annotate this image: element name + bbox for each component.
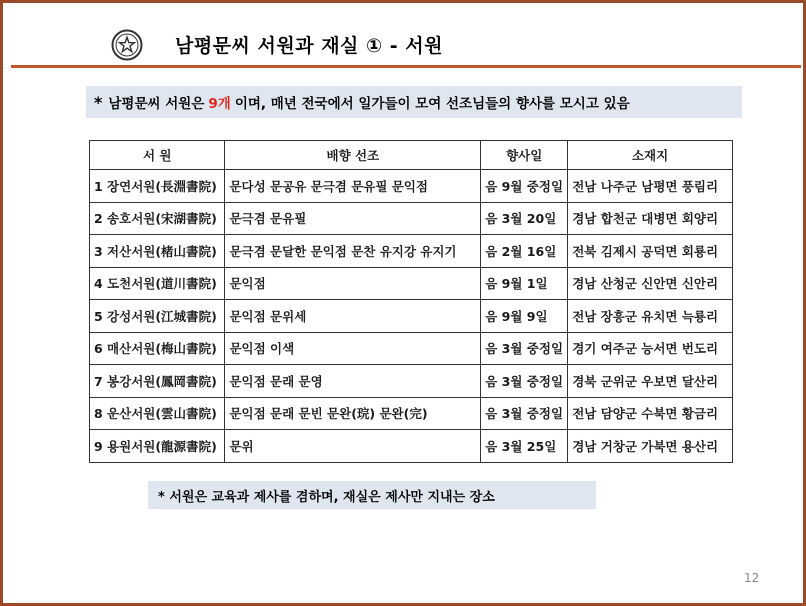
- ritual-date: 음 9월 중정일: [481, 170, 568, 203]
- enshrined-ancestors: 문다성 문공유 문극겸 문유필 문익점: [225, 170, 481, 203]
- note-highlight-count: 9개: [208, 96, 231, 112]
- academy-name: 7 봉강서원(鳳岡書院): [90, 365, 225, 398]
- note-text-after: 이며, 매년 전국에서 일가들이 모여 선조님들의 향사를 모시고 있음: [234, 96, 630, 112]
- location: 경기 여주군 능서면 번도리: [568, 332, 733, 365]
- academy-name: 9 용원서원(龍源書院): [90, 430, 225, 463]
- table-row: [90, 235, 733, 268]
- summary-note: [86, 86, 742, 118]
- location: 전북 김제시 공덕면 회룡리: [568, 235, 733, 268]
- table-header-row: [90, 141, 733, 170]
- ritual-date: 음 9월 1일: [481, 267, 568, 300]
- academy-name: 5 강성서원(江城書院): [90, 300, 225, 333]
- header-location: 소재지: [568, 141, 733, 170]
- ritual-date: 음 9월 9일: [481, 300, 568, 333]
- location: 전남 담양군 수북면 황금리: [568, 397, 733, 430]
- enshrined-ancestors: 문익점: [225, 267, 481, 300]
- enshrined-ancestors: 문익점 이색: [225, 332, 481, 365]
- ritual-date: 음 2월 16일: [481, 235, 568, 268]
- header-ritual-date: 향사일: [481, 141, 568, 170]
- location: 전남 나주군 남평면 풍림리: [568, 170, 733, 203]
- enshrined-ancestors: 문위: [225, 430, 481, 463]
- table-row: [90, 397, 733, 430]
- location: 전남 장흥군 유치면 늑룡리: [568, 300, 733, 333]
- location: 경남 합천군 대병면 회양리: [568, 202, 733, 235]
- page-number: 12: [744, 571, 760, 585]
- academy-table: [89, 140, 733, 463]
- note-text-before: 남평문씨 서원은: [108, 96, 205, 112]
- header-academy: 서 원: [90, 141, 225, 170]
- academy-name: 4 도천서원(道川書院): [90, 267, 225, 300]
- table-row: [90, 300, 733, 333]
- footnote: * 서원은 교육과 제사를 겸하며, 재실은 제사만 지내는 장소: [148, 481, 596, 509]
- note-bullet: *: [94, 92, 103, 112]
- location: 경남 거창군 가북면 용산리: [568, 430, 733, 463]
- enshrined-ancestors: 문극겸 문달한 문익점 문찬 유지강 유지기: [225, 235, 481, 268]
- table-row: [90, 332, 733, 365]
- table-row: [90, 202, 733, 235]
- academy-name: 6 매산서원(梅山書院): [90, 332, 225, 365]
- location: 경남 산청군 신안면 신안리: [568, 267, 733, 300]
- location: 경북 군위군 우보면 달산리: [568, 365, 733, 398]
- academy-name: 2 송호서원(宋湖書院): [90, 202, 225, 235]
- ritual-date: 음 3월 중정일: [481, 332, 568, 365]
- table-row: [90, 365, 733, 398]
- clan-crest-icon: [111, 29, 143, 61]
- academy-name: 3 저산서원(楮山書院): [90, 235, 225, 268]
- ritual-date: 음 3월 25일: [481, 430, 568, 463]
- ritual-date: 음 3월 중정일: [481, 365, 568, 398]
- enshrined-ancestors: 문극겸 문유필: [225, 202, 481, 235]
- academy-name: 8 운산서원(雲山書院): [90, 397, 225, 430]
- enshrined-ancestors: 문익점 문위세: [225, 300, 481, 333]
- enshrined-ancestors: 문익점 문래 문영: [225, 365, 481, 398]
- table-row: [90, 267, 733, 300]
- title-divider: [11, 65, 801, 68]
- enshrined-ancestors: 문익점 문래 문빈 문완(琓) 문완(完): [225, 397, 481, 430]
- page-title: 남평문씨 서원과 재실 ① - 서원: [175, 35, 443, 57]
- academy-name: 1 장연서원(長淵書院): [90, 170, 225, 203]
- table-row: [90, 170, 733, 203]
- table-row: [90, 430, 733, 463]
- ritual-date: 음 3월 20일: [481, 202, 568, 235]
- header-enshrined-ancestors: 배향 선조: [225, 141, 481, 170]
- ritual-date: 음 3월 중정일: [481, 397, 568, 430]
